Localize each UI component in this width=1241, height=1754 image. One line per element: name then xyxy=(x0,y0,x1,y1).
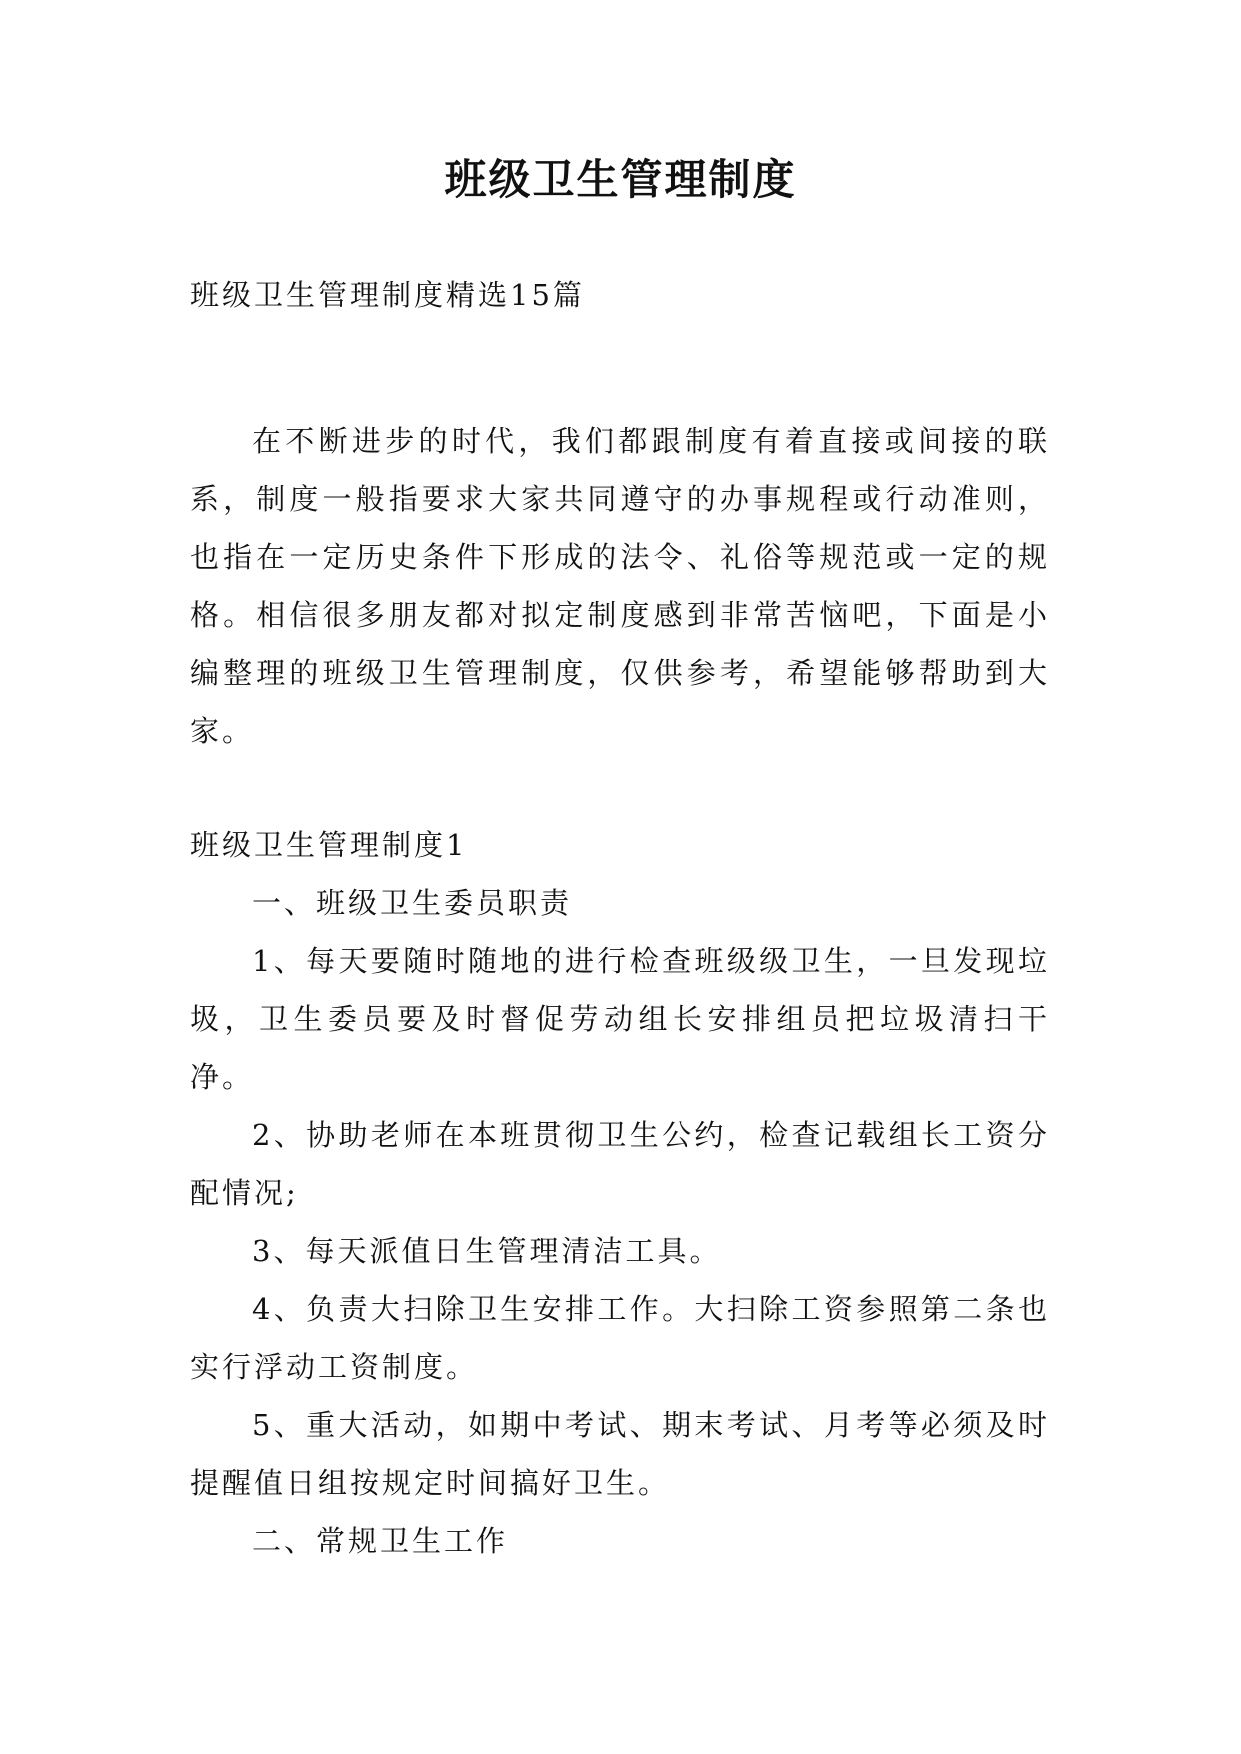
list-item: 5、重大活动，如期中考试、期末考试、月考等必须及时提醒值日组按规定时间搞好卫生。 xyxy=(190,1408,1050,1500)
list-item: 3、每天派值日生管理清洁工具。 xyxy=(252,1234,722,1268)
list-item: 1、每天要随时随地的进行检查班级级卫生，一旦发现垃圾，卫生委员要及时督促劳动组长安排组员把垃圾清扫干净。 xyxy=(190,944,1050,1094)
part1-heading: 一、班级卫生委员职责 xyxy=(252,886,573,920)
part2-heading: 二、常规卫生工作 xyxy=(252,1524,509,1558)
document-subtitle: 班级卫生管理制度精选15篇 xyxy=(190,278,585,312)
intro-paragraph: 在不断进步的时代，我们都跟制度有着直接或间接的联系，制度一般指要求大家共同遵守的办事规程或行动准则，也指在一定历史条件下形成的法令、礼俗等规范或一定的规格。相信很多朋友都对拟定制度感到非常苦恼吧，下面是小编整理的班级卫生管理制度，仅供参考，希望能够帮助到大家。 xyxy=(190,424,1050,748)
document-title: 班级卫生管理制度 xyxy=(444,155,797,204)
list-item: 4、负责大扫除卫生安排工作。大扫除工资参照第二条也实行浮动工资制度。 xyxy=(190,1292,1050,1384)
section-heading: 班级卫生管理制度1 xyxy=(190,828,468,862)
list-item: 2、协助老师在本班贯彻卫生公约，检查记载组长工资分配情况; xyxy=(190,1118,1050,1210)
